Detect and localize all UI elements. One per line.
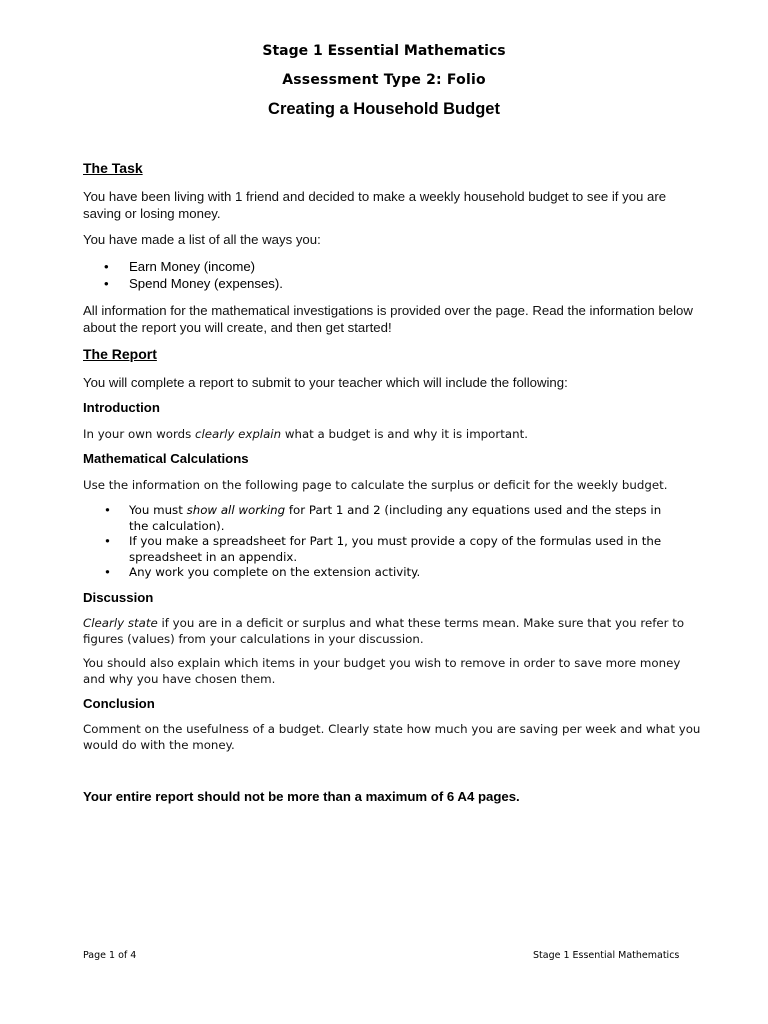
document-course-title: Stage 1 Essential Mathematics bbox=[262, 43, 506, 59]
discussion-paragraph-1-text: if you are in a deficit or surplus and what these terms mean. Make sure that you refer to figures (values) from your calculations in your discussion. bbox=[83, 616, 685, 646]
bullet-icon: • bbox=[104, 276, 109, 291]
document-assessment-type: Assessment Type 2: Folio bbox=[282, 72, 486, 88]
footer-page-number: Page 1 of 4 bbox=[83, 950, 137, 961]
list-item bbox=[83, 258, 283, 275]
task-bullet-expenses: Spend Money (expenses). bbox=[129, 276, 283, 291]
introduction-text bbox=[83, 427, 703, 443]
introduction-text-emphasis: clearly explain bbox=[194, 427, 282, 441]
introduction-text-start: In your own words bbox=[83, 427, 195, 441]
discussion-paragraph-1 bbox=[83, 616, 703, 647]
calc-bullet-1-emphasis: show all working bbox=[186, 503, 286, 517]
calc-bullet-2: If you make a spreadsheet for Part 1, you must provide a copy of the formulas used in the spreadsheet in an appendix. bbox=[129, 534, 662, 564]
bullet-icon: • bbox=[104, 565, 111, 579]
task-heading: The Task bbox=[83, 160, 143, 176]
bullet-icon: • bbox=[104, 534, 111, 548]
list-item bbox=[83, 534, 683, 565]
conclusion-heading: Conclusion bbox=[83, 696, 155, 711]
calculations-text: Use the information on the following page to calculate the surplus or deficit for the weekly budget. bbox=[83, 478, 668, 492]
task-bullet-income: Earn Money (income) bbox=[129, 259, 256, 274]
bullet-icon: • bbox=[104, 259, 109, 274]
list-item bbox=[83, 565, 683, 581]
introduction-heading: Introduction bbox=[83, 400, 160, 415]
conclusion-text: Comment on the usefulness of a budget. Clearly state how much you are saving per week and what you would do with the money. bbox=[83, 722, 701, 752]
introduction-text-end: what a budget is and why it is important. bbox=[281, 427, 528, 441]
discussion-paragraph-2: You should also explain which items in your budget you wish to remove in order to save more money and why you have chosen them. bbox=[83, 656, 681, 686]
footer-course-name: Stage 1 Essential Mathematics bbox=[533, 950, 680, 961]
bullet-icon: • bbox=[104, 503, 111, 517]
calculations-heading: Mathematical Calculations bbox=[83, 451, 249, 466]
report-intro-text: You will complete a report to submit to your teacher which will include the following: bbox=[83, 375, 568, 390]
discussion-heading: Discussion bbox=[83, 590, 154, 605]
report-heading: The Report bbox=[83, 346, 157, 362]
document-title: Creating a Household Budget bbox=[268, 100, 500, 118]
calc-bullet-3: Any work you complete on the extension activity. bbox=[129, 565, 421, 579]
calc-bullet-1-start: You must bbox=[129, 503, 187, 517]
list-item bbox=[83, 275, 283, 292]
list-item bbox=[83, 503, 683, 534]
calculations-bullet-list bbox=[83, 503, 683, 581]
task-paragraph-3: All information for the mathematical investigations is provided over the page. Read the information below about the report you will create, and then get started! bbox=[83, 303, 693, 335]
discussion-emphasis: Clearly state bbox=[83, 616, 158, 630]
task-paragraph-2: You have made a list of all the ways you: bbox=[83, 232, 321, 247]
calc-bullet-1-end: for Part 1 and 2 (including any equations used and the steps in the calculation). bbox=[129, 503, 662, 533]
page-limit-note: Your entire report should not be more than a maximum of 6 A4 pages. bbox=[83, 789, 520, 804]
task-bullet-list bbox=[83, 258, 283, 292]
task-paragraph-1: You have been living with 1 friend and decided to make a weekly household budget to see if you are saving or losing money. bbox=[83, 189, 667, 221]
